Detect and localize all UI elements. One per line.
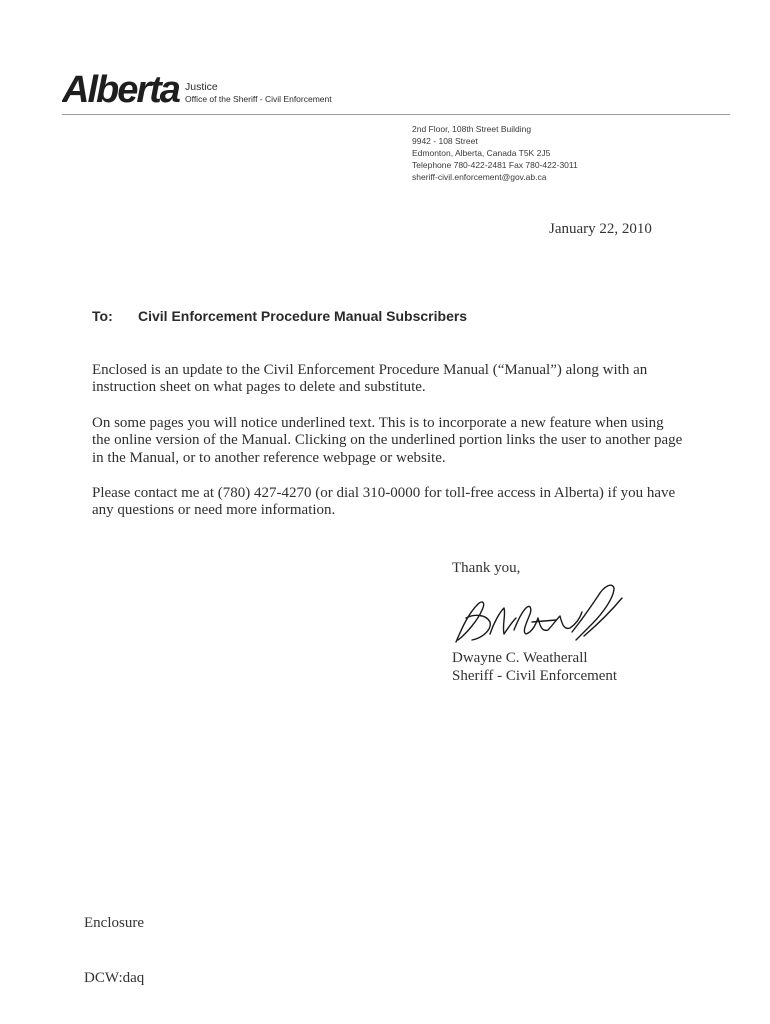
department-block xyxy=(185,81,332,105)
recipient-name: Civil Enforcement Procedure Manual Subscribers xyxy=(138,308,468,324)
reference-initials: DCW:daq xyxy=(84,970,145,986)
recipient-label: To: xyxy=(92,308,113,324)
alberta-logo xyxy=(62,66,182,110)
signer-block xyxy=(452,650,617,685)
address-line: 2nd Floor, 108th Street Building xyxy=(412,124,532,134)
recipient-line xyxy=(92,308,467,324)
address-line: Edmonton, Alberta, Canada T5K 2J5 xyxy=(412,148,551,158)
signer-title: Sheriff - Civil Enforcement xyxy=(452,667,618,684)
body-paragraph: On some pages you will notice underlined text. This is to incorporate a new feature when using the online version of the Manual. Clicking on the underlined portion links the user to another page in the Manual, or to another reference webpage or website. xyxy=(92,414,683,466)
signer-name: Dwayne C. Weatherall xyxy=(452,650,588,666)
letter-date: January 22, 2010 xyxy=(549,221,652,237)
office-name: Office of the Sheriff - Civil Enforcement xyxy=(185,94,332,104)
body-paragraph: Enclosed is an update to the Civil Enforcement Procedure Manual (“Manual”) along with an instruction sheet on what pages to delete and substitute. xyxy=(92,362,648,396)
body-paragraph: Please contact me at (780) 427-4270 (or dial 310-0000 for toll-free access in Alberta) if you have any questions or need more information. xyxy=(92,485,676,519)
enclosure-notation: Enclosure xyxy=(84,915,144,931)
svg-text:Alberta: Alberta xyxy=(62,69,179,110)
header-divider xyxy=(62,114,730,115)
email-address: sheriff-civil.enforcement@gov.ab.ca xyxy=(412,172,547,182)
letter-body xyxy=(92,362,684,538)
phone-fax-line: Telephone 780-422-2481 Fax 780-422-3011 xyxy=(412,160,578,170)
closing: Thank you, xyxy=(452,560,521,576)
return-address xyxy=(412,123,578,183)
handwritten-signature xyxy=(452,578,632,650)
department-name: Justice xyxy=(185,81,218,93)
address-line: 9942 - 108 Street xyxy=(412,136,478,146)
